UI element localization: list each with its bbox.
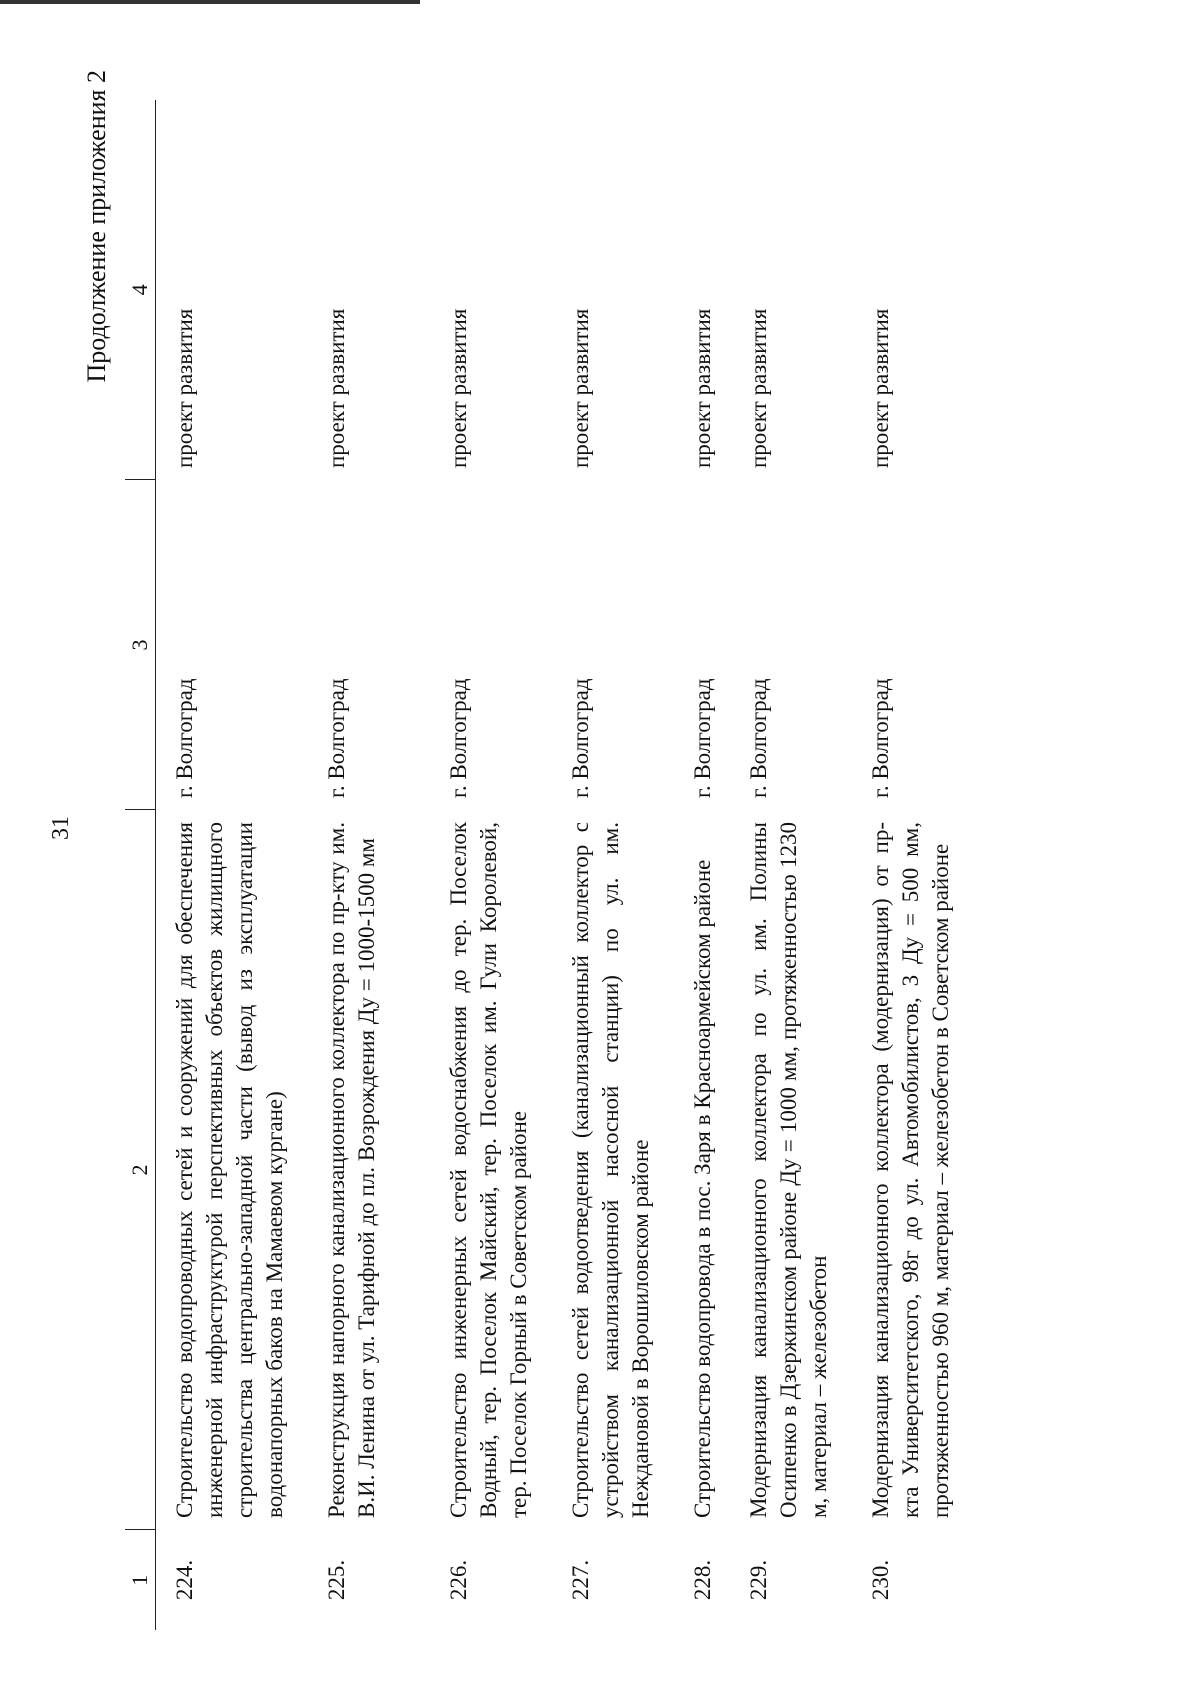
column-number-1: 1 [125,1530,156,1630]
row-description: Строительство инженерных сетей водоснабжения до тер. Поселок Водный, тер. Поселок Майский, тер. Поселок им. Гули Королевой, тер. Поселок Горный в Советском районе [446,822,531,1518]
table-header [125,100,156,1630]
column-number-3: 3 [125,480,156,810]
row-description: Реконструкция напорного канализационного коллектора по пр-кту им. В.И. Ленина от ул. Тарифной до пл. Возрождения Ду = 1000-1500 мм [324,822,379,1518]
row-number: 224. [172,1559,197,1601]
rotated-document [40,50,1140,1630]
column-number-4: 4 [125,100,156,480]
table-row [156,100,309,1630]
row-location: г. Волгоград [690,678,715,798]
row-description: Модернизация канализационного коллектора по ул. им. Полины Осипенко в Дзержинском районе Ду = 1000 мм, протяженностью 1230 м, материал – железобетон [746,822,831,1518]
row-description: Модернизация канализационного коллектора (модернизация) от пр-кта Университетского, 98г до ул. Автомобилистов, 3 Ду = 500 мм, протяженностью 960 м, материал – железобетон в Советском районе [868,822,953,1518]
row-location: г. Волгоград [324,678,349,798]
column-number-2: 2 [125,810,156,1530]
row-document: проект развития [172,308,197,468]
row-document: проект развития [746,308,771,468]
table-row [852,100,1006,1630]
row-location: г. Волгоград [868,678,893,798]
row-description: Строительство сетей водоотведения (канализационный коллектор с устройством канализационной насосной станции) по ул. им. Неждановой в Ворошиловском районе [568,822,653,1518]
scan-edge-line [0,0,420,4]
row-document: проект развития [324,308,349,468]
page-number: 31 [48,816,74,840]
table-row [730,100,852,1630]
row-location: г. Волгоград [568,678,593,798]
row-description: Строительство водопровода в пос. Заря в Красноармейском районе [690,859,715,1518]
table-row [430,100,552,1630]
row-number: 228. [690,1559,715,1601]
row-number: 227. [568,1559,593,1601]
row-document: проект развития [690,308,715,468]
row-number: 226. [446,1559,471,1601]
row-location: г. Волгоград [172,678,197,798]
continuation-label: Продолжение приложения 2 [82,70,111,383]
row-document: проект развития [446,308,471,468]
table-row [674,100,730,1630]
row-document: проект развития [868,308,893,468]
row-location: г. Волгоград [746,678,771,798]
appendix-table [125,100,1006,1630]
row-description: Строительство водопроводных сетей и сооружений для обеспечения инженерной инфраструктурой перспективных объектов жилищного строительства центрально-западной части (вывод из эксплуатации водонапорных баков на Мамаевом кургане) [172,822,287,1518]
row-location: г. Волгоград [446,678,471,798]
row-number: 230. [868,1559,893,1601]
row-document: проект развития [568,308,593,468]
table-row [552,100,674,1630]
row-number: 229. [746,1559,771,1601]
row-number: 225. [324,1559,349,1601]
table-row [308,100,430,1630]
